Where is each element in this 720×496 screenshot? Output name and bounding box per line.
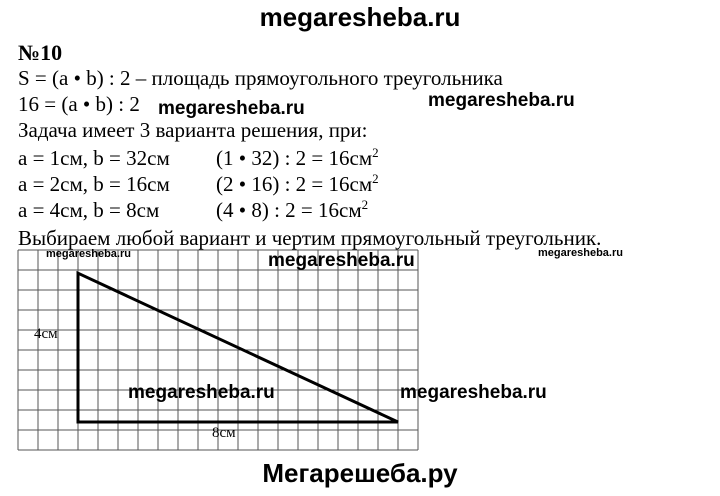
problem-number: №10 [18, 40, 63, 65]
variant-1-power: 2 [372, 145, 379, 160]
site-header-watermark: megaresheba.ru [259, 2, 461, 32]
variant-1-sides: a = 1см, b = 32см [18, 146, 170, 170]
vertical-side-label: 4см [34, 326, 58, 342]
formula-line: S = (a • b) : 2 – площадь прямоугольного треугольника [18, 66, 503, 90]
horizontal-side-label: 8см [212, 425, 236, 441]
watermark-grid-3: megaresheba.ru [538, 247, 623, 259]
equation-line: 16 = (a • b) : 2 [18, 92, 140, 116]
variants-intro: Задача имеет 3 варианта решения, при: [18, 118, 368, 142]
variant-2-power: 2 [372, 171, 379, 186]
watermark-grid-4: megaresheba.ru [128, 382, 275, 403]
watermark-inline-1: megaresheba.ru [158, 98, 305, 119]
site-footer-watermark: Мегарешеба.ру [262, 458, 458, 488]
variant-2-sides: a = 2см, b = 16см [18, 172, 170, 196]
watermark-inline-2: megaresheba.ru [428, 90, 575, 111]
conclusion-line: Выбираем любой вариант и чертим прямоугольный треугольник. [18, 226, 602, 250]
watermark-grid-5: megaresheba.ru [400, 382, 547, 403]
variant-3-power: 2 [361, 197, 369, 212]
watermark-grid-2: megaresheba.ru [268, 250, 415, 271]
variant-3-calc-text: (4 • 8) : 2 = 16см [216, 198, 362, 222]
variant-1-calc-text: (1 • 32) : 2 = 16см [216, 146, 373, 170]
variant-2-calc-text: (2 • 16) : 2 = 16см [216, 172, 373, 196]
variant-3-sides: a = 4см, b = 8см [18, 198, 160, 222]
watermark-grid-1: megaresheba.ru [46, 248, 131, 260]
